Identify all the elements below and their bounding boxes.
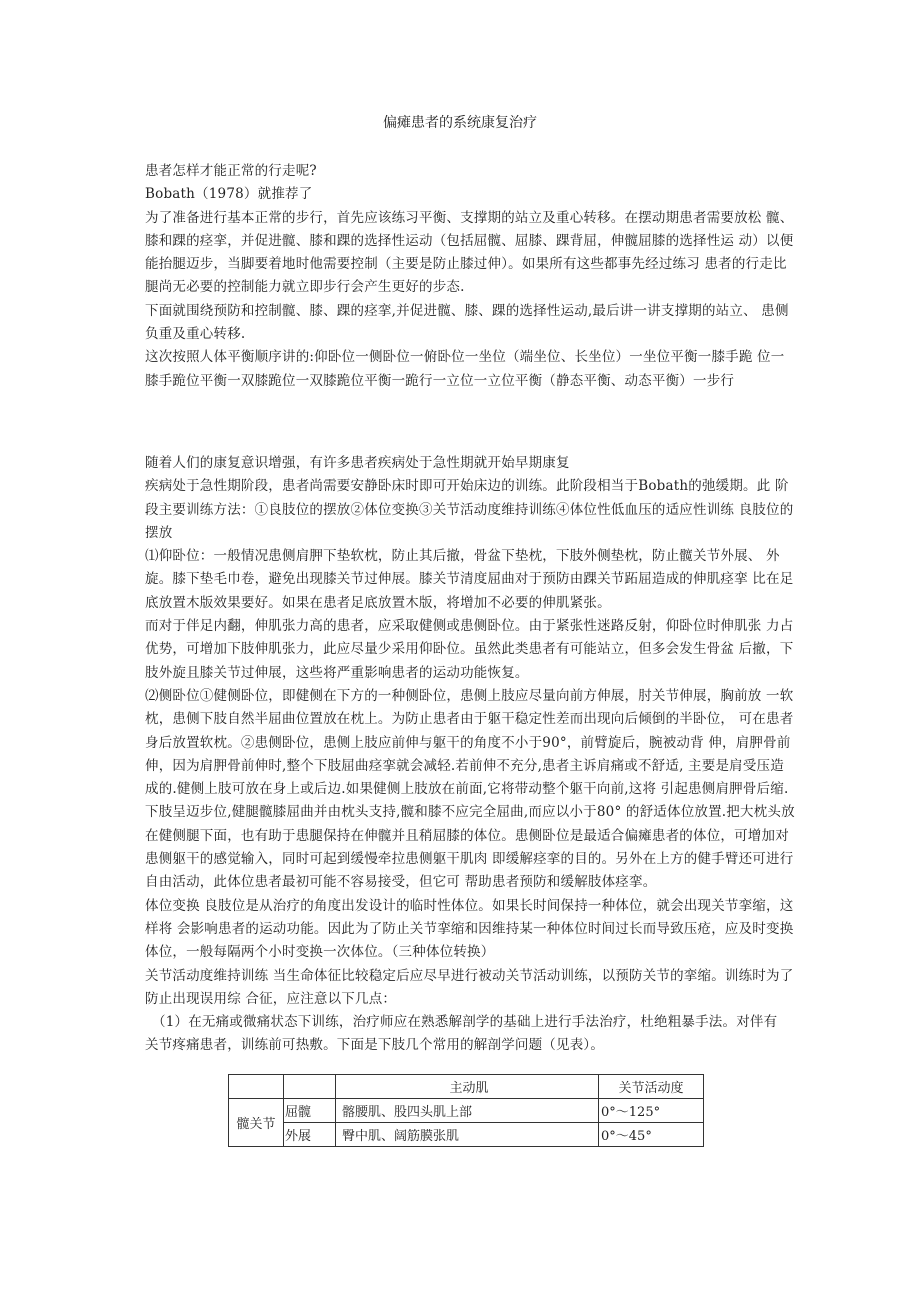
paragraph: ⑵侧卧位①健侧卧位，即健侧在下方的一种侧卧位，患侧上肢应尽量向前方伸展，肘关节伸展，胸前放 一软枕，患侧下肢自然半屈曲位置放在枕上。为防止患者由于躯干稳定性差而出现向后倾倒的半卧位， 可在患者身后放置软枕。②患侧卧位，患侧上肢应前伸与躯干的角度不小于90°，前臂旋后，腕被动背 伸，肩胛骨前伸，因为肩胛骨前伸时,整个下肢屈曲痉挛就会减轻.若前伸不充分,患者主诉肩痛或不舒适, 主要是肩受压造成的.健侧上肢可放在身上或后边.如果健侧上肢放在前面,它将带动整个躯干向前,这将 引起患侧肩胛骨后缩.下肢呈迈步位,健腿髋膝屈曲并由枕头支持,髋和膝不应完全屈曲,而应以小于80° 的舒适体位放置.把大枕头放在健侧腿下面，也有助于患腿保持在伸髋并且稍屈膝的体位。患侧卧位是最适合偏瘫患者的体位，可增加对患侧躯干的感觉输入，同时可起到缓慢牵拉患侧躯干肌肉 即缓解痉挛的目的。另外在上方的健手臂还可进行自由活动，此体位患者最初可能不容易接受，但它可 帮助患者预防和缓解肢体痉挛。 [145, 687, 795, 891]
joint-range-table [228, 1074, 704, 1147]
table-header-cell: 关节活动度 [599, 1075, 704, 1099]
paragraph: 而对于伴足内翻，伸肌张力高的患者，应采取健侧或患侧卧位。由于紧张性迷路反射，仰卧位时伸肌张 力占优势，可增加下肢伸肌张力，此应尽量少采用仰卧位。虽然此类患者有可能站立，但多会发生骨盆 后撤，下肢外旋且膝关节过伸展，这些将严重影响患者的运动功能恢复。 [145, 618, 794, 681]
table-cell: 臀中肌、阔筋膜张肌 [336, 1123, 599, 1147]
section-walking [145, 160, 795, 393]
table-cell: 屈髋 [284, 1099, 336, 1123]
page-title: 偏瘫患者的系统康复治疗 [383, 115, 537, 131]
paragraph: 下面就围绕预防和控制髋、膝、踝的痉挛,并促进髋、膝、踝的选择性运动,最后讲一讲支撑期的站立、 患侧负重及重心转移. [145, 302, 789, 343]
paragraph: Bobath（1978）就推荐了 [145, 186, 313, 203]
table-row [229, 1099, 704, 1123]
section-early-rehab [145, 452, 795, 1058]
table-row [229, 1123, 704, 1147]
table-header-cell: 主动肌 [336, 1075, 599, 1099]
paragraph: 疾病处于急性期阶段，患者尚需要安静卧床时即可开始床边的训练。此阶段相当于Bobath的弛缓期。此 阶段主要训练方法：①良肢位的摆放②体位变换③关节活动度维持训练④体位性低血压的适应性训练 良肢位的摆放 [145, 478, 794, 541]
paragraph: 体位变换 良肢位是从治疗的角度出发设计的临时性体位。如果长时间保持一种体位，就会出现关节挛缩，这样将 会影响患者的运动功能。因此为了防止关节挛缩和因维持某一种体位时间过长而导致压疮，应及时变换 体位，一般每隔两个小时变换一次体位。（三种体位转换） [145, 897, 794, 961]
paragraph: （1）在无痛或微痛状态下训练，治疗师应在熟悉解剖学的基础上进行手法治疗，杜绝粗暴手法。对伴有 关节疼痛患者，训练前可热敷。下面是下肢几个常用的解剖学问题（见表）。 [145, 1014, 778, 1054]
table-cell: 0°～125° [599, 1099, 704, 1123]
paragraph: 关节活动度维持训练 当生命体征比较稳定后应尽早进行被动关节活动训练，以预防关节的挛缩。训练时为了防止出现误用综 合征，应注意以下几点： [145, 967, 794, 1007]
table-cell: 0°～45° [599, 1123, 704, 1147]
table-header-row [229, 1075, 704, 1099]
table-cell: 外展 [284, 1123, 336, 1147]
table-header-cell [229, 1075, 284, 1099]
paragraph: 这次按照人体平衡顺序讲的:仰卧位一侧卧位一俯卧位一坐位（端坐位、长坐位）一坐位平衡一膝手跪 位一膝手跪位平衡一双膝跪位一双膝跪位平衡一跪行一立位一立位平衡（静态平衡、动态平衡）一步行 [145, 349, 785, 389]
joint-group-cell: 髋关节 [229, 1099, 284, 1147]
paragraph: 患者怎样才能正常的行走呢? [145, 163, 317, 179]
paragraph: 为了准备进行基本正常的步行，首先应该练习平衡、支撑期的站立及重心转移。在摆动期患者需要放松 髋、膝和踝的痉挛，并促进髋、膝和踝的选择性运动（包括屈髋、屈膝、踝背屈，伸髋屈膝的选择性运 动）以便能抬腿迈步，当脚要着地时他需要控制（主要是防止膝过伸）。如果所有这些都事先经过练习 患者的行走比腿尚无必要的控制能力就立即步行会产生更好的步态. [145, 209, 794, 296]
table-cell: 髂腰肌、股四头肌上部 [336, 1099, 599, 1123]
table-header-cell [284, 1075, 336, 1099]
paragraph: ⑴仰卧位：一般情况患侧肩胛下垫软枕，防止其后撤，骨盆下垫枕，下肢外侧垫枕，防止髋关节外展、 外旋。膝下垫毛巾卷，避免出现膝关节过伸展。膝关节清度屈曲对于预防由踝关节跖屈造成的伸肌痉挛 比在足底放置木版效果要好。如果在患者足底放置木版，将增加不必要的伸肌紧张。 [145, 548, 794, 611]
paragraph: 随着人们的康复意识增强，有许多患者疾病处于急性期就开始早期康复 [145, 455, 570, 471]
